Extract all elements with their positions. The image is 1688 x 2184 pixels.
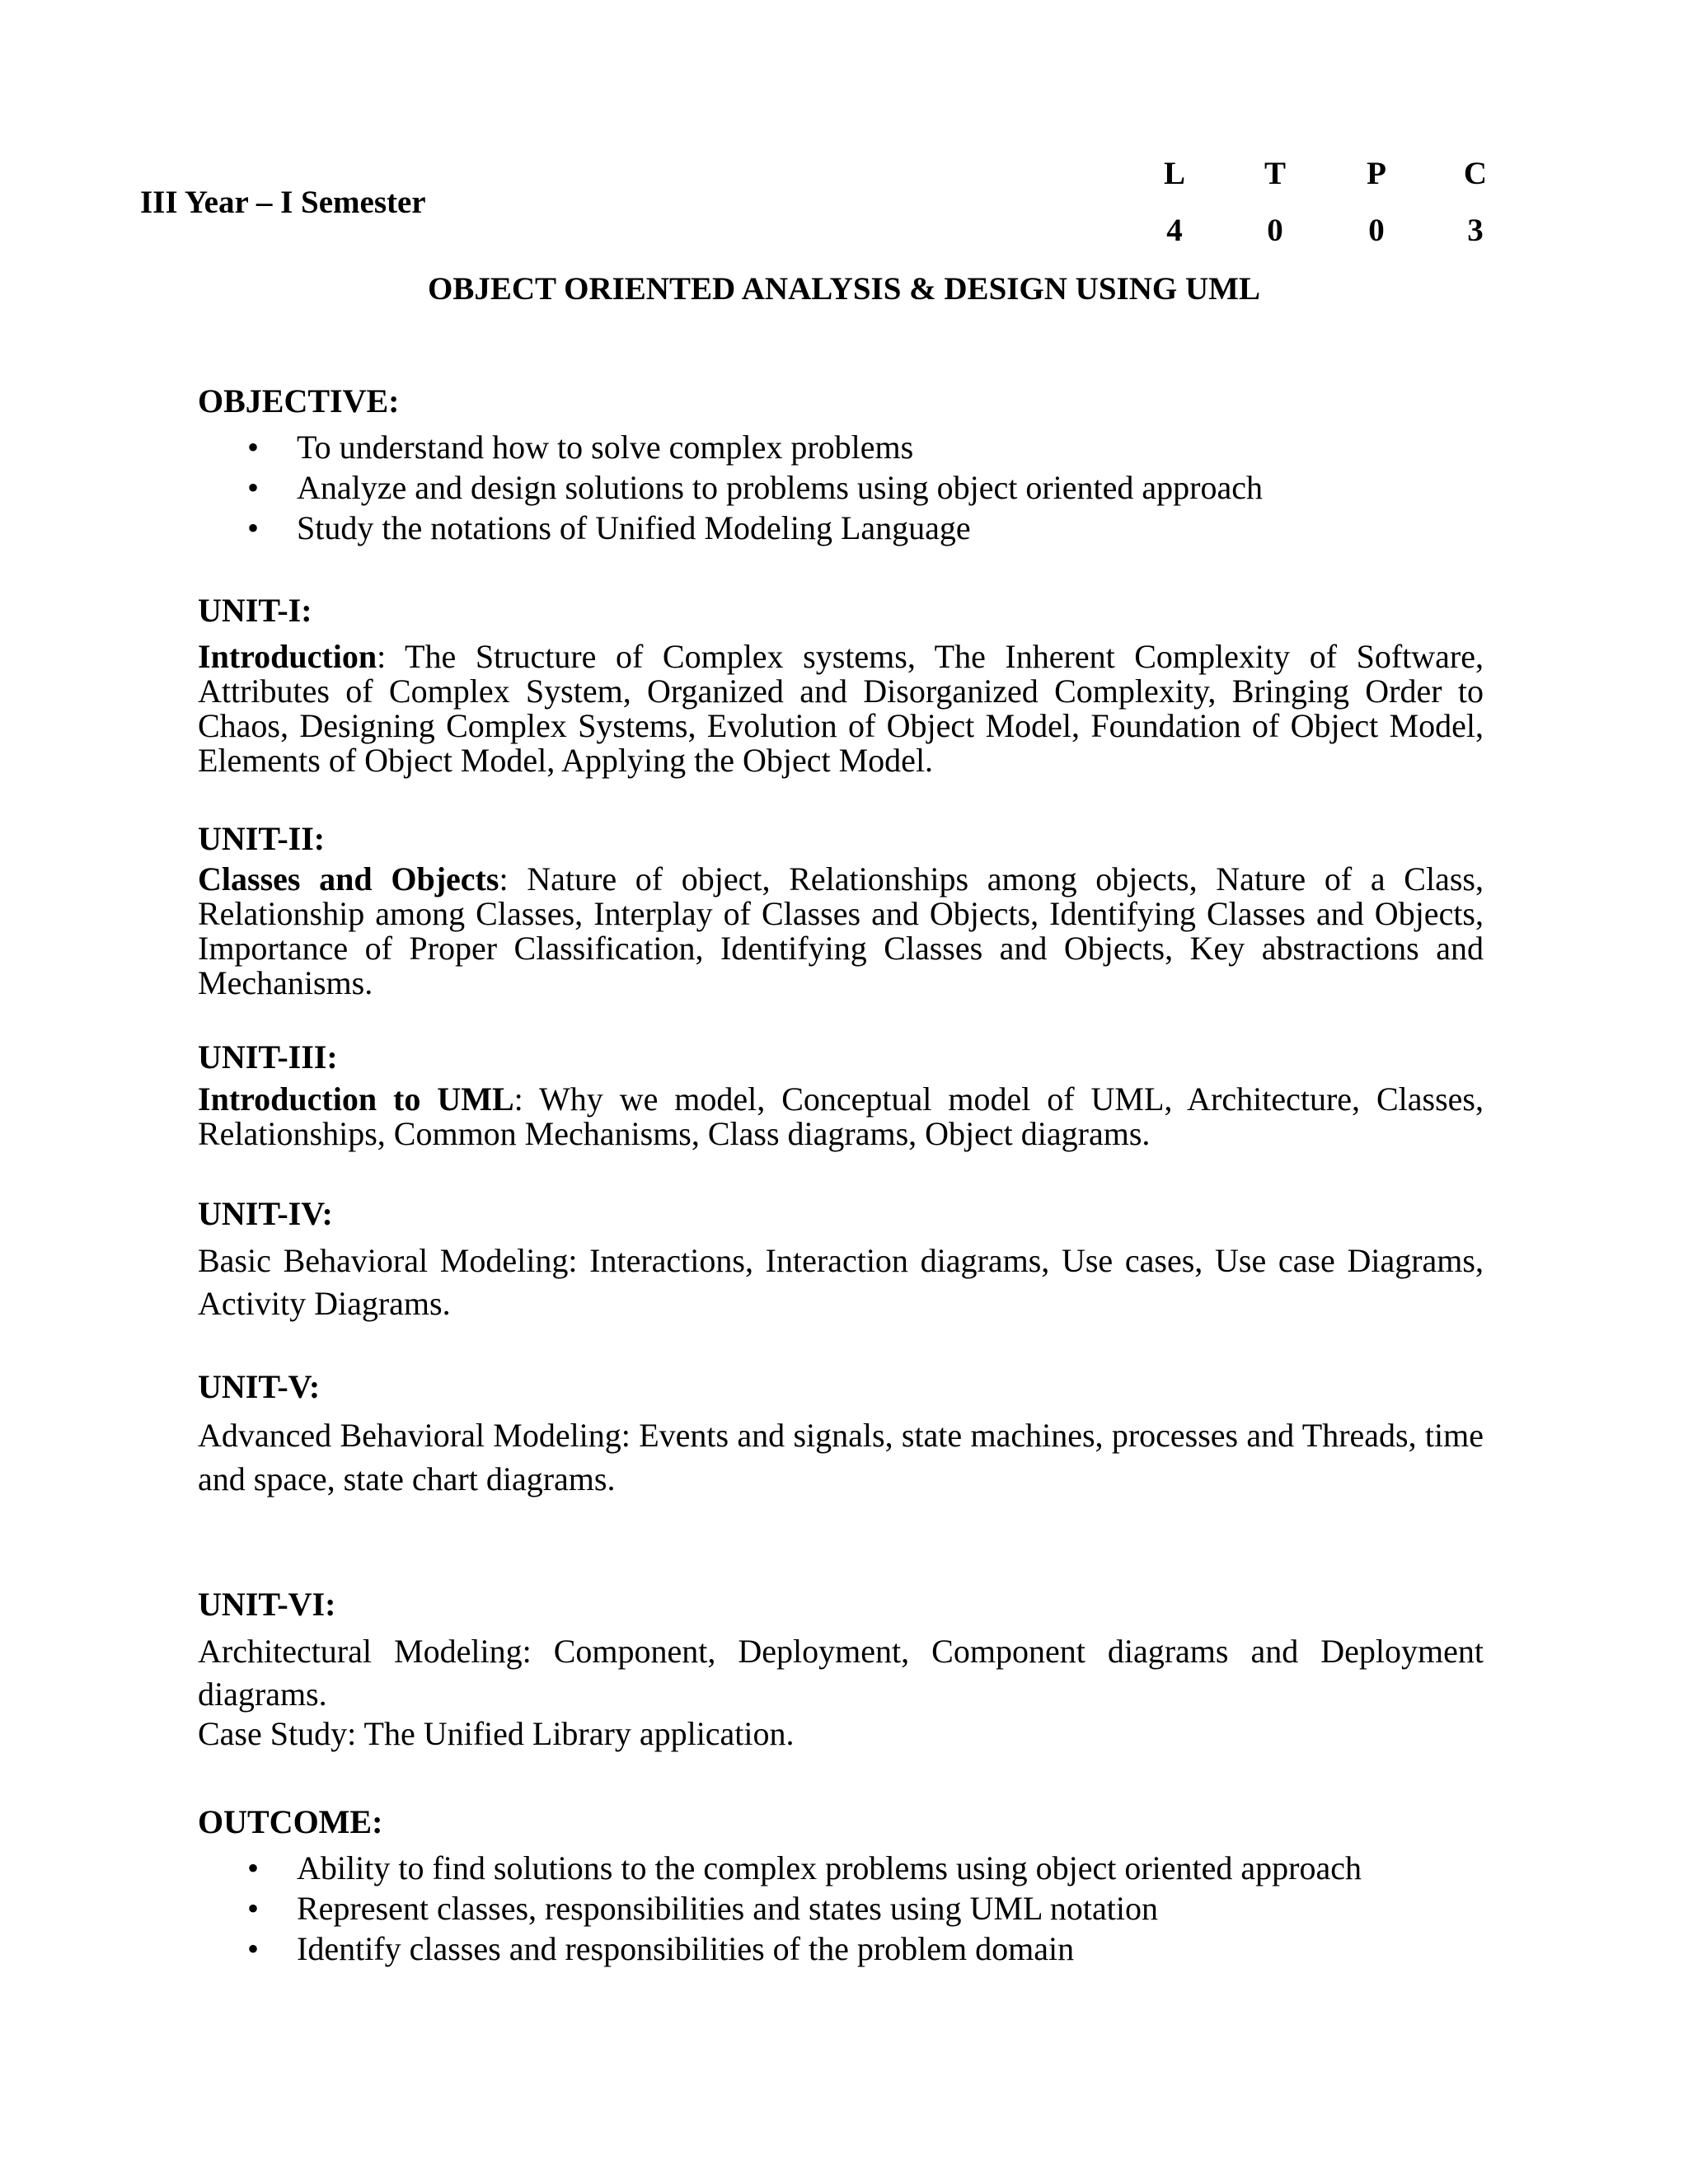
- unit-1-heading: UNIT-I:: [198, 592, 312, 629]
- ltpc-value-p: 0: [1368, 213, 1385, 248]
- ltpc-label-l: L: [1163, 156, 1185, 191]
- ltpc-value-l: 4: [1166, 213, 1183, 248]
- ltpc-label-p: P: [1367, 156, 1386, 191]
- bullet-icon: •: [247, 429, 260, 466]
- semester-label: III Year – I Semester: [140, 185, 426, 220]
- ltpc-value-t: 0: [1267, 213, 1283, 248]
- unit-2-lead: Classes and Objects: [198, 860, 499, 898]
- bullet-icon: •: [247, 509, 260, 546]
- outcome-heading: OUTCOME:: [198, 1803, 383, 1840]
- unit-3-lead: Introduction to UML: [198, 1080, 514, 1118]
- bullet-icon: •: [247, 469, 260, 506]
- unit-6-case-study: Case Study: The Unified Library application.: [198, 1715, 795, 1752]
- unit-5-text: Advanced Behavioral Modeling: Events and signals, state machines, processes and Threads, time and space, state chart diagrams.: [198, 1417, 1484, 1497]
- list-item: • To understand how to solve complex problems: [247, 429, 914, 466]
- bullet-icon: •: [247, 1849, 260, 1886]
- unit-5-heading: UNIT-V:: [198, 1368, 321, 1405]
- ltpc-value-c: 3: [1467, 213, 1484, 248]
- unit-2-heading: UNIT-II:: [198, 820, 326, 857]
- unit-6-heading: UNIT-VI:: [198, 1586, 336, 1623]
- unit-1-lead: Introduction: [198, 638, 377, 675]
- unit-3-text: Introduction to UML: Why we model, Conceptual model of UML, Architecture, Classes, Relationships, Common Mechanisms, Class diagrams, Object diagrams.: [198, 1080, 1484, 1152]
- unit-4-text: Basic Behavioral Modeling: Interactions, Interaction diagrams, Use cases, Use case Diagrams, Activity Diagrams.: [198, 1242, 1484, 1322]
- outcome-list: [198, 1851, 1517, 1972]
- unit-1-text: Introduction: The Structure of Complex systems, The Inherent Complexity of Software, Attributes of Complex System, Organized and Disorganized Complexity, Bringing Order to Chaos, Designing Complex Systems, Evolution of Object Model, Foundation of Object Model, Elements of Object Model, Applying the Object Model.: [198, 638, 1484, 779]
- unit-3-heading: UNIT-III:: [198, 1038, 338, 1076]
- bullet-icon: •: [247, 1930, 260, 1967]
- list-item: • Analyze and design solutions to problems using object oriented approach: [247, 469, 1263, 506]
- list-item: • Ability to find solutions to the complex problems using object oriented approach: [247, 1849, 1362, 1886]
- ltpc-label-t: T: [1264, 156, 1286, 191]
- ltpc-label-c: C: [1463, 156, 1488, 191]
- list-item: • Study the notations of Unified Modeling Language: [247, 509, 971, 546]
- course-title: OBJECT ORIENTED ANALYSIS & DESIGN USING UML: [428, 271, 1260, 307]
- unit-4-heading: UNIT-IV:: [198, 1195, 333, 1232]
- list-item: • Identify classes and responsibilities of the problem domain: [247, 1930, 1075, 1967]
- list-item: • Represent classes, responsibilities and states using UML notation: [247, 1890, 1159, 1927]
- bullet-icon: •: [247, 1890, 260, 1927]
- objective-heading: OBJECTIVE:: [198, 382, 400, 419]
- unit-6-text: Architectural Modeling: Component, Deployment, Component diagrams and Deployment diagrams.: [198, 1633, 1484, 1713]
- unit-2-text: Classes and Objects: Nature of object, Relationships among objects, Nature of a Class, Relationship among Classes, Interplay of Classes and Objects, Identifying Classes and Objects, Importance of Proper Classification, Identifying Classes and Objects, Key abstractions and Mechanisms.: [198, 860, 1484, 1001]
- objective-list: [198, 430, 1517, 551]
